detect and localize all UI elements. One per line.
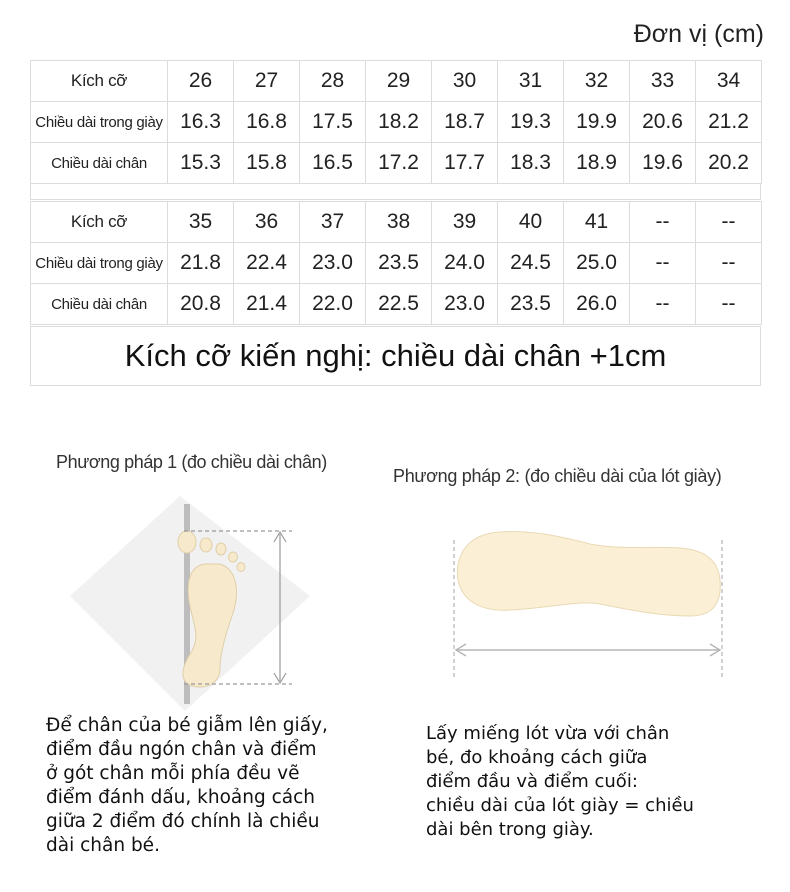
table-cell: 24.0 [432, 243, 498, 284]
table-cell: 33 [630, 61, 696, 102]
size-table-2 [30, 201, 762, 325]
table-cell: 16.8 [234, 102, 300, 143]
method-1-line: ở gót chân mỗi phía đều vẽ [46, 763, 300, 784]
table-cell: 16.3 [168, 102, 234, 143]
table-cell: 23.0 [432, 284, 498, 325]
table-cell: -- [630, 243, 696, 284]
size-recommendation: Kích cỡ kiến nghị: chiều dài chân +1cm [30, 326, 761, 386]
row-label: Kích cỡ [31, 61, 168, 102]
table-cell: 21.2 [696, 102, 762, 143]
table-cell: -- [696, 202, 762, 243]
table-cell: 41 [564, 202, 630, 243]
table-cell: 37 [300, 202, 366, 243]
table-cell: 38 [366, 202, 432, 243]
table-gap-row [30, 183, 761, 200]
insole-measure-illustration [440, 520, 740, 690]
method-1-line: giữa 2 điểm đó chính là chiều [46, 811, 320, 832]
row-label: Kích cỡ [31, 202, 168, 243]
table-cell: 20.2 [696, 143, 762, 184]
table-cell: 15.3 [168, 143, 234, 184]
row-label: Chiều dài chân [31, 284, 168, 325]
unit-label: Đơn vị (cm) [633, 20, 764, 48]
method-1-line: dài chân bé. [46, 835, 160, 856]
table-row [31, 243, 762, 284]
table-cell: 21.4 [234, 284, 300, 325]
table-cell: -- [696, 243, 762, 284]
table-row [31, 284, 762, 325]
method-2-line: điểm đầu và điểm cuối: [426, 771, 638, 792]
table-cell: 36 [234, 202, 300, 243]
method-1-line: Để chân của bé giẫm lên giấy, [46, 715, 328, 736]
row-label: Chiều dài chân [31, 143, 168, 184]
table-cell: 22.4 [234, 243, 300, 284]
table-cell: 23.5 [366, 243, 432, 284]
table-cell: 24.5 [498, 243, 564, 284]
table-cell: 16.5 [300, 143, 366, 184]
method-2-line: Lấy miếng lót vừa với chân [426, 723, 670, 744]
table-cell: 25.0 [564, 243, 630, 284]
table-row [31, 61, 762, 102]
table-cell: 23.5 [498, 284, 564, 325]
table-cell: 18.2 [366, 102, 432, 143]
method-2-title: Phương pháp 2: (đo chiều dài của lót giày) [393, 466, 722, 486]
table-cell: -- [696, 284, 762, 325]
row-label: Chiều dài trong giày [31, 243, 168, 284]
table-row [31, 102, 762, 143]
method-1-description [46, 714, 328, 858]
method-2-line: bé, đo khoảng cách giữa [426, 747, 648, 768]
table-cell: 28 [300, 61, 366, 102]
table-cell: 17.2 [366, 143, 432, 184]
table-cell: 22.5 [366, 284, 432, 325]
table-cell: 29 [366, 61, 432, 102]
table-cell: 34 [696, 61, 762, 102]
table-cell: 31 [498, 61, 564, 102]
table-cell: -- [630, 202, 696, 243]
method-1-line: điểm đánh dấu, khoảng cách [46, 787, 315, 808]
table-cell: 26.0 [564, 284, 630, 325]
table-cell: 17.7 [432, 143, 498, 184]
table-cell: 27 [234, 61, 300, 102]
table-cell: 18.3 [498, 143, 564, 184]
method-1-line: điểm đầu ngón chân và điểm [46, 739, 317, 760]
size-table-1 [30, 60, 762, 184]
table-cell: 18.7 [432, 102, 498, 143]
table-cell: 21.8 [168, 243, 234, 284]
table-row [31, 202, 762, 243]
foot-measure-illustration [60, 486, 320, 716]
table-cell: 35 [168, 202, 234, 243]
table-cell: 19.3 [498, 102, 564, 143]
table-cell: 19.6 [630, 143, 696, 184]
table-cell: 17.5 [300, 102, 366, 143]
table-cell: 32 [564, 61, 630, 102]
table-cell: 23.0 [300, 243, 366, 284]
table-cell: 20.6 [630, 102, 696, 143]
table-cell: -- [630, 284, 696, 325]
table-cell: 30 [432, 61, 498, 102]
table-cell: 15.8 [234, 143, 300, 184]
method-2-line: dài bên trong giày. [426, 819, 594, 840]
table-cell: 18.9 [564, 143, 630, 184]
table-cell: 26 [168, 61, 234, 102]
table-cell: 22.0 [300, 284, 366, 325]
method-2-line: chiều dài của lót giày = chiều [426, 795, 694, 816]
table-row [31, 143, 762, 184]
table-cell: 40 [498, 202, 564, 243]
table-cell: 39 [432, 202, 498, 243]
insole-shape [457, 532, 720, 616]
method-2-description [426, 722, 694, 842]
method-1-title: Phương pháp 1 (đo chiều dài chân) [56, 452, 327, 472]
table-cell: 20.8 [168, 284, 234, 325]
table-cell: 19.9 [564, 102, 630, 143]
row-label: Chiều dài trong giày [31, 102, 168, 143]
